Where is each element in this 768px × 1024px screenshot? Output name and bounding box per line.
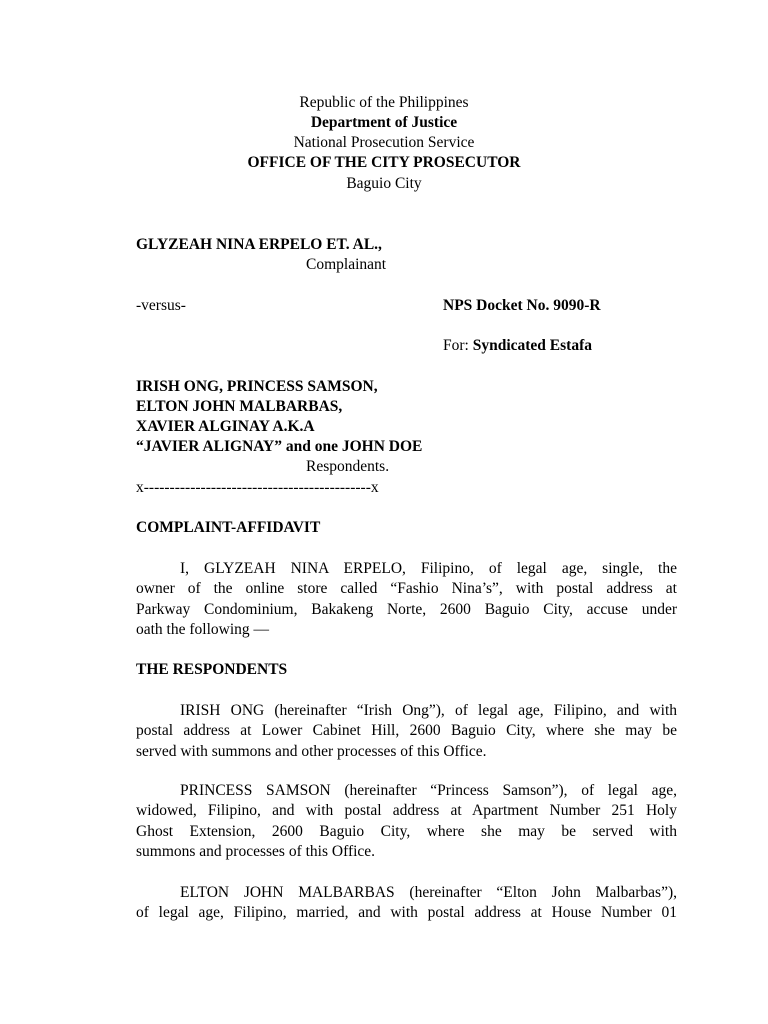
complaint-title: COMPLAINT-AFFIDAVIT [136,519,321,536]
offense-name: Syndicated Estafa [472,337,592,354]
header-republic: Republic of the Philippines [299,94,469,111]
para1-line-3: served with summons and other processes of this Office. [136,742,487,760]
para2-line-2: widowed, Filipino, and with postal address at Apartment Number 251 Holy [136,802,677,820]
header-office: OFFICE OF THE CITY PROSECUTOR [247,154,521,171]
para2-line-1: PRINCESS SAMSON (hereinafter “Princess Samson”), of legal age, [180,782,677,799]
intro-line-4: oath the following — [136,620,270,638]
offense-label: For: [443,337,469,354]
caption-separator: x--------------------------------------------x [136,479,379,496]
para1-line-1: IRISH ONG (hereinafter “Irish Ong”), of legal age, Filipino, and with [180,702,677,719]
respondent-paragraph-elton [136,883,677,924]
para3-line-1: ELTON JOHN MALBARBAS (hereinafter “Elton John Malbarbas”), [180,884,677,901]
para1-line-2: postal address at Lower Cabinet Hill, 2600 Baguio City, where she may be [136,722,677,740]
respondent-paragraph-princess [136,781,677,862]
respondent-line-1: IRISH ONG, PRINCESS SAMSON, [136,378,378,395]
intro-line-1: I, GLYZEAH NINA ERPELO, Filipino, of legal age, single, the [180,560,677,577]
header-city: Baguio City [346,175,422,192]
para2-line-3: Ghost Extension, 2600 Baguio City, where she may be served with [136,822,677,840]
para3-line-2: of legal age, Filipino, married, and with postal address at House Number 01 [136,904,677,922]
header-department: Department of Justice [310,114,458,131]
offense-line [443,336,592,356]
versus-label: -versus- [136,297,186,314]
complainant-name: GLYZEAH NINA ERPELO ET. AL., [136,236,382,253]
respondents-label: Respondents. [306,458,390,475]
respondent-line-4: “JAVIER ALIGNAY” and one JOHN DOE [136,438,423,455]
respondent-paragraph-irish [136,701,677,762]
intro-line-2: owner of the online store called “Fashio Nina’s”, with postal address at [136,580,677,598]
para2-line-4: summons and processes of this Office. [136,842,376,860]
respondents-heading: THE RESPONDENTS [136,661,288,678]
respondent-line-3: XAVIER ALGINAY A.K.A [136,418,315,435]
docket-number: NPS Docket No. 9090-R [443,297,601,314]
intro-line-3: Parkway Condominium, Bakakeng Norte, 2600 Baguio City, accuse under [136,600,677,618]
intro-paragraph [136,559,677,640]
respondent-line-2: ELTON JOHN MALBARBAS, [136,398,343,415]
complainant-label: Complainant [306,256,387,273]
header-service: National Prosecution Service [293,134,475,151]
